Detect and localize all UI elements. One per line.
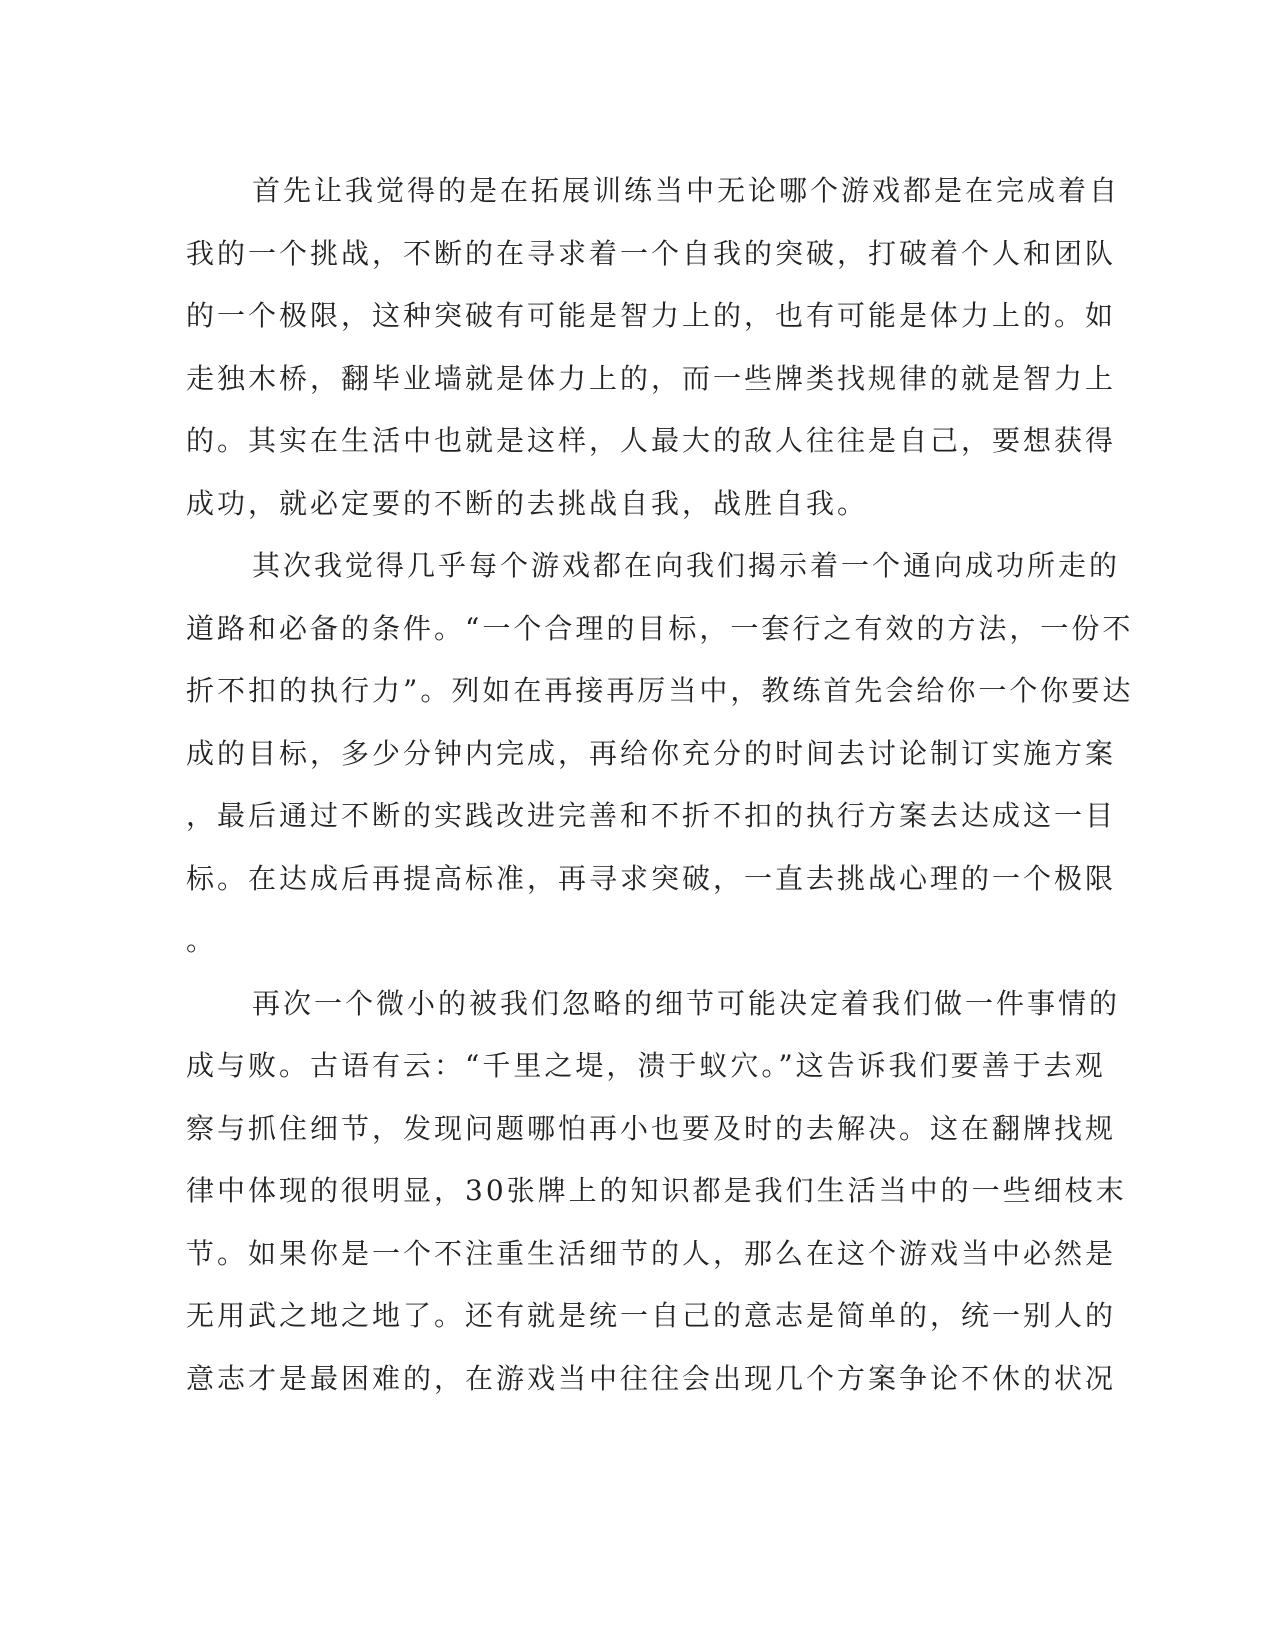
text-line: 节。如果你是一个不注重生活细节的人，那么在这个游戏当中必然是	[186, 1236, 1117, 1270]
document-body	[186, 160, 1134, 1410]
text-line: 其次我觉得几乎每个游戏都在向我们揭示着一个通向成功所走的	[252, 549, 1121, 582]
text-line: 成与败。古语有云：“千里之堤，溃于蚁穴。”这告诉我们要善于去观	[186, 1049, 1106, 1082]
text-line: 折不扣的执行力”。列如在再接再厉当中，教练首先会给你一个你要达	[186, 674, 1134, 707]
text-line: 。	[186, 924, 218, 957]
paragraph-1	[186, 160, 1121, 535]
paragraph-2	[186, 535, 1134, 973]
text-line: ，最后通过不断的实践改进完善和不折不扣的执行方案去达成这一目	[186, 799, 1117, 832]
text-line: 首先让我觉得的是在拓展训练当中无论哪个游戏都是在完成着自	[252, 174, 1121, 207]
text-line: 我的一个挑战，不断的在寻求着一个自我的突破，打破着个人和团队	[186, 236, 1117, 270]
text-line: 走独木桥，翻毕业墙就是体力上的，而一些牌类找规律的就是智力上	[186, 361, 1117, 395]
text-line: 无用武之地之地了。还有就是统一自己的意志是简单的，统一别人的	[186, 1299, 1117, 1332]
paragraph-3	[186, 973, 1127, 1411]
text-line: 的一个极限，这种突破有可能是智力上的，也有可能是体力上的。如	[186, 299, 1117, 332]
text-line: 再次一个微小的被我们忽略的细节可能决定着我们做一件事情的	[252, 986, 1121, 1020]
text-line: 意志才是最困难的，在游戏当中往往会出现几个方案争论不休的状况	[186, 1361, 1117, 1395]
text-line: 察与抓住细节，发现问题哪怕再小也要及时的去解决。这在翻牌找规	[186, 1111, 1117, 1145]
text-line: 律中体现的很明显，30张牌上的知识都是我们生活当中的一些细枝末	[186, 1174, 1127, 1207]
text-line: 标。在达成后再提高标准，再寻求突破，一直去挑战心理的一个极限	[186, 861, 1117, 895]
text-line: 道路和必备的条件。“一个合理的目标，一套行之有效的方法，一份不	[186, 611, 1134, 645]
text-line: 成的目标，多少分钟内完成，再给你充分的时间去讨论制订实施方案	[186, 736, 1117, 770]
text-line: 的。其实在生活中也就是这样，人最大的敌人往往是自己，要想获得	[186, 424, 1117, 457]
text-line: 成功，就必定要的不断的去挑战自我，战胜自我。	[186, 486, 869, 520]
